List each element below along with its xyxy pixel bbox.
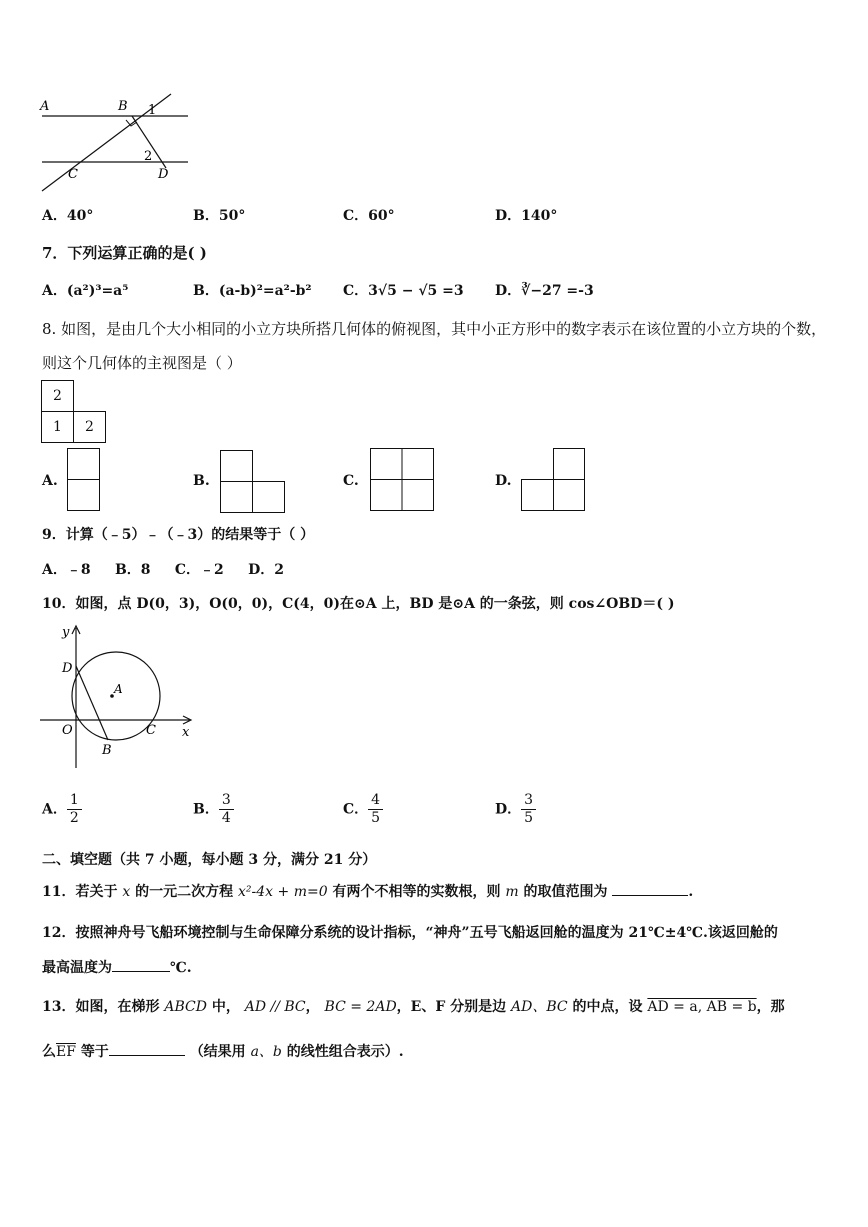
q13-l2-f: 的线性组合表示）.	[286, 1044, 404, 1060]
q10-figure	[38, 620, 198, 772]
q7-option-d-label: D．	[495, 283, 522, 299]
q6-option-b: B．50°	[193, 208, 246, 224]
q7-option-a: A．(a²)³=a⁵	[42, 283, 129, 299]
q13-l1-f: BC = 2AD	[324, 999, 397, 1015]
q13-answer-blank[interactable]	[109, 1055, 185, 1056]
q10-label-B: B	[102, 743, 112, 758]
q6-option-d: D．140°	[495, 208, 558, 224]
q10-option-d-label: D．	[495, 801, 522, 818]
q6-label-2: 2	[144, 149, 153, 164]
fraction-numerator: 4	[368, 792, 383, 810]
q8-option-a-figure	[67, 448, 101, 512]
q11	[42, 881, 693, 901]
q11-mid: 的一元二次方程	[135, 884, 234, 900]
q8-grid-cell: 2	[73, 411, 106, 443]
q10-option-d	[495, 792, 536, 827]
q6-option-c: C．60°	[343, 208, 395, 224]
q13-l1-b: ABCD	[164, 999, 207, 1015]
q13-l1-h: AD、BC	[511, 999, 568, 1015]
q11-var2: m	[505, 884, 519, 900]
q11-var: x	[122, 884, 131, 900]
q6-label-A: A	[40, 99, 50, 114]
q8-grid-cell: 2	[41, 380, 74, 412]
q10-label-O: O	[62, 723, 73, 738]
q13-l1-j: AD = a, AB = b	[647, 999, 757, 1015]
q13-l2-c: 等于	[80, 1044, 109, 1060]
q12-answer-blank[interactable]	[112, 971, 170, 972]
fraction-numerator: 3	[219, 792, 234, 810]
q7-option-d-expr: ∛−27 =-3	[521, 283, 594, 299]
q12-line1: 12．按照神舟号飞船环境控制与生命保障分系统的设计指标，“神舟”五号飞船返回舱的温度为 21℃±4℃.该返回舱的	[42, 925, 778, 941]
fraction-denominator: 5	[371, 810, 381, 826]
q8-option-b-label: B.	[193, 473, 210, 489]
q8-option-d-figure	[521, 448, 587, 512]
q13-l1-d: AD // BC	[244, 999, 306, 1015]
q10-option-a-label: A．	[42, 801, 67, 818]
q13-l1-k: ，那	[756, 999, 785, 1015]
q10-option-a	[42, 792, 82, 827]
q13-line1	[42, 996, 785, 1016]
q7-option-d	[495, 280, 594, 300]
q13-l2-a: 么	[42, 1044, 56, 1060]
q11-answer-blank[interactable]	[612, 895, 688, 896]
q11-pre: 11．若关于	[42, 884, 118, 900]
fraction-denominator: 2	[69, 810, 79, 826]
fraction-numerator: 3	[521, 792, 536, 810]
q10-option-b-fraction	[219, 792, 234, 827]
q11-post2: 的取值范围为	[523, 884, 608, 900]
q10-label-y: y	[62, 625, 70, 640]
q13-l2-d: （结果用	[189, 1044, 246, 1060]
q6-figure	[36, 88, 196, 194]
q8-option-a-label: A.	[42, 473, 58, 489]
q8-stem-line1: 8. 如图，是由几个大小相同的小立方块所搭几何体的俯视图，其中小正方形中的数字表示在该位置的小立方块的个数，	[42, 320, 827, 338]
q6-label-C: C	[68, 167, 78, 182]
q11-end: .	[688, 884, 694, 900]
q13-l2-b: $\overline{EF}$	[56, 1044, 76, 1060]
q10-option-c-label: C．	[343, 801, 369, 818]
q10-option-c-fraction	[368, 792, 383, 827]
fraction-denominator: 5	[524, 810, 534, 826]
q12-line2-pre: 最高温度为	[42, 960, 112, 976]
q10-option-d-fraction	[521, 792, 536, 827]
q7-stem: 7．下列运算正确的是( )	[42, 244, 207, 262]
q8-option-d-label: D.	[495, 473, 512, 489]
q7-option-c	[343, 280, 464, 300]
q13-line2	[42, 1041, 404, 1061]
q6-label-B: B	[118, 99, 128, 114]
q10-label-D: D	[62, 661, 73, 676]
q8-option-c-figure	[370, 448, 436, 512]
q9-options: A．﹣8 B．8 C．﹣2 D．2	[42, 562, 285, 578]
q8-stem-line2: 则这个几何体的主视图是（ ）	[42, 354, 242, 372]
q13-l1-i: 的中点，设	[572, 999, 643, 1015]
q10-option-b-label: B．	[193, 801, 219, 818]
fraction-denominator: 4	[221, 810, 231, 826]
q6-label-1: 1	[148, 103, 157, 118]
q12-line2-post: ℃.	[170, 960, 192, 976]
q6-label-D: D	[158, 167, 169, 182]
q10-label-x: x	[182, 725, 190, 740]
q10-label-C: C	[146, 723, 156, 738]
fraction-numerator: 1	[67, 792, 82, 810]
q10-option-c	[343, 792, 383, 827]
q11-equation: x²-4x + m=0	[238, 884, 328, 900]
q7-option-b: B．(a-b)²=a²-b²	[193, 283, 312, 299]
q10-option-b	[193, 792, 234, 827]
q13-l1-g: ，E、F 分别是边	[396, 999, 507, 1015]
section-2-heading: 二、填空题（共 7 小题，每小题 3 分，满分 21 分）	[42, 852, 377, 868]
q8-option-c-label: C.	[343, 473, 359, 489]
q6-option-a: A．40°	[42, 208, 94, 224]
q7-option-c-expr: 3√5 − √5 =3	[368, 283, 464, 299]
q10-stem: 10．如图，点 D(0，3)，O(0，0)，C(4，0)在⊙A 上，BD 是⊙A 的一条弦，则 cos∠OBD＝( )	[42, 596, 675, 612]
q8-grid-cell: 1	[41, 411, 74, 443]
q13-l2-e: a、b	[250, 1044, 282, 1060]
q13-l1-a: 13．如图，在梯形	[42, 999, 160, 1015]
q13-l1-e: ，	[305, 999, 320, 1015]
q10-label-A: A	[114, 682, 123, 696]
q7-option-c-label: C．	[343, 283, 369, 299]
q13-l1-c: 中，	[211, 999, 240, 1015]
q11-post1: 有两个不相等的实数根，则	[332, 884, 501, 900]
q10-option-a-fraction	[67, 792, 82, 827]
q9-stem: 9．计算（﹣5）﹣（﹣3）的结果等于（ ）	[42, 527, 315, 543]
q12-line2	[42, 957, 192, 977]
q8-option-b-figure	[220, 450, 286, 514]
